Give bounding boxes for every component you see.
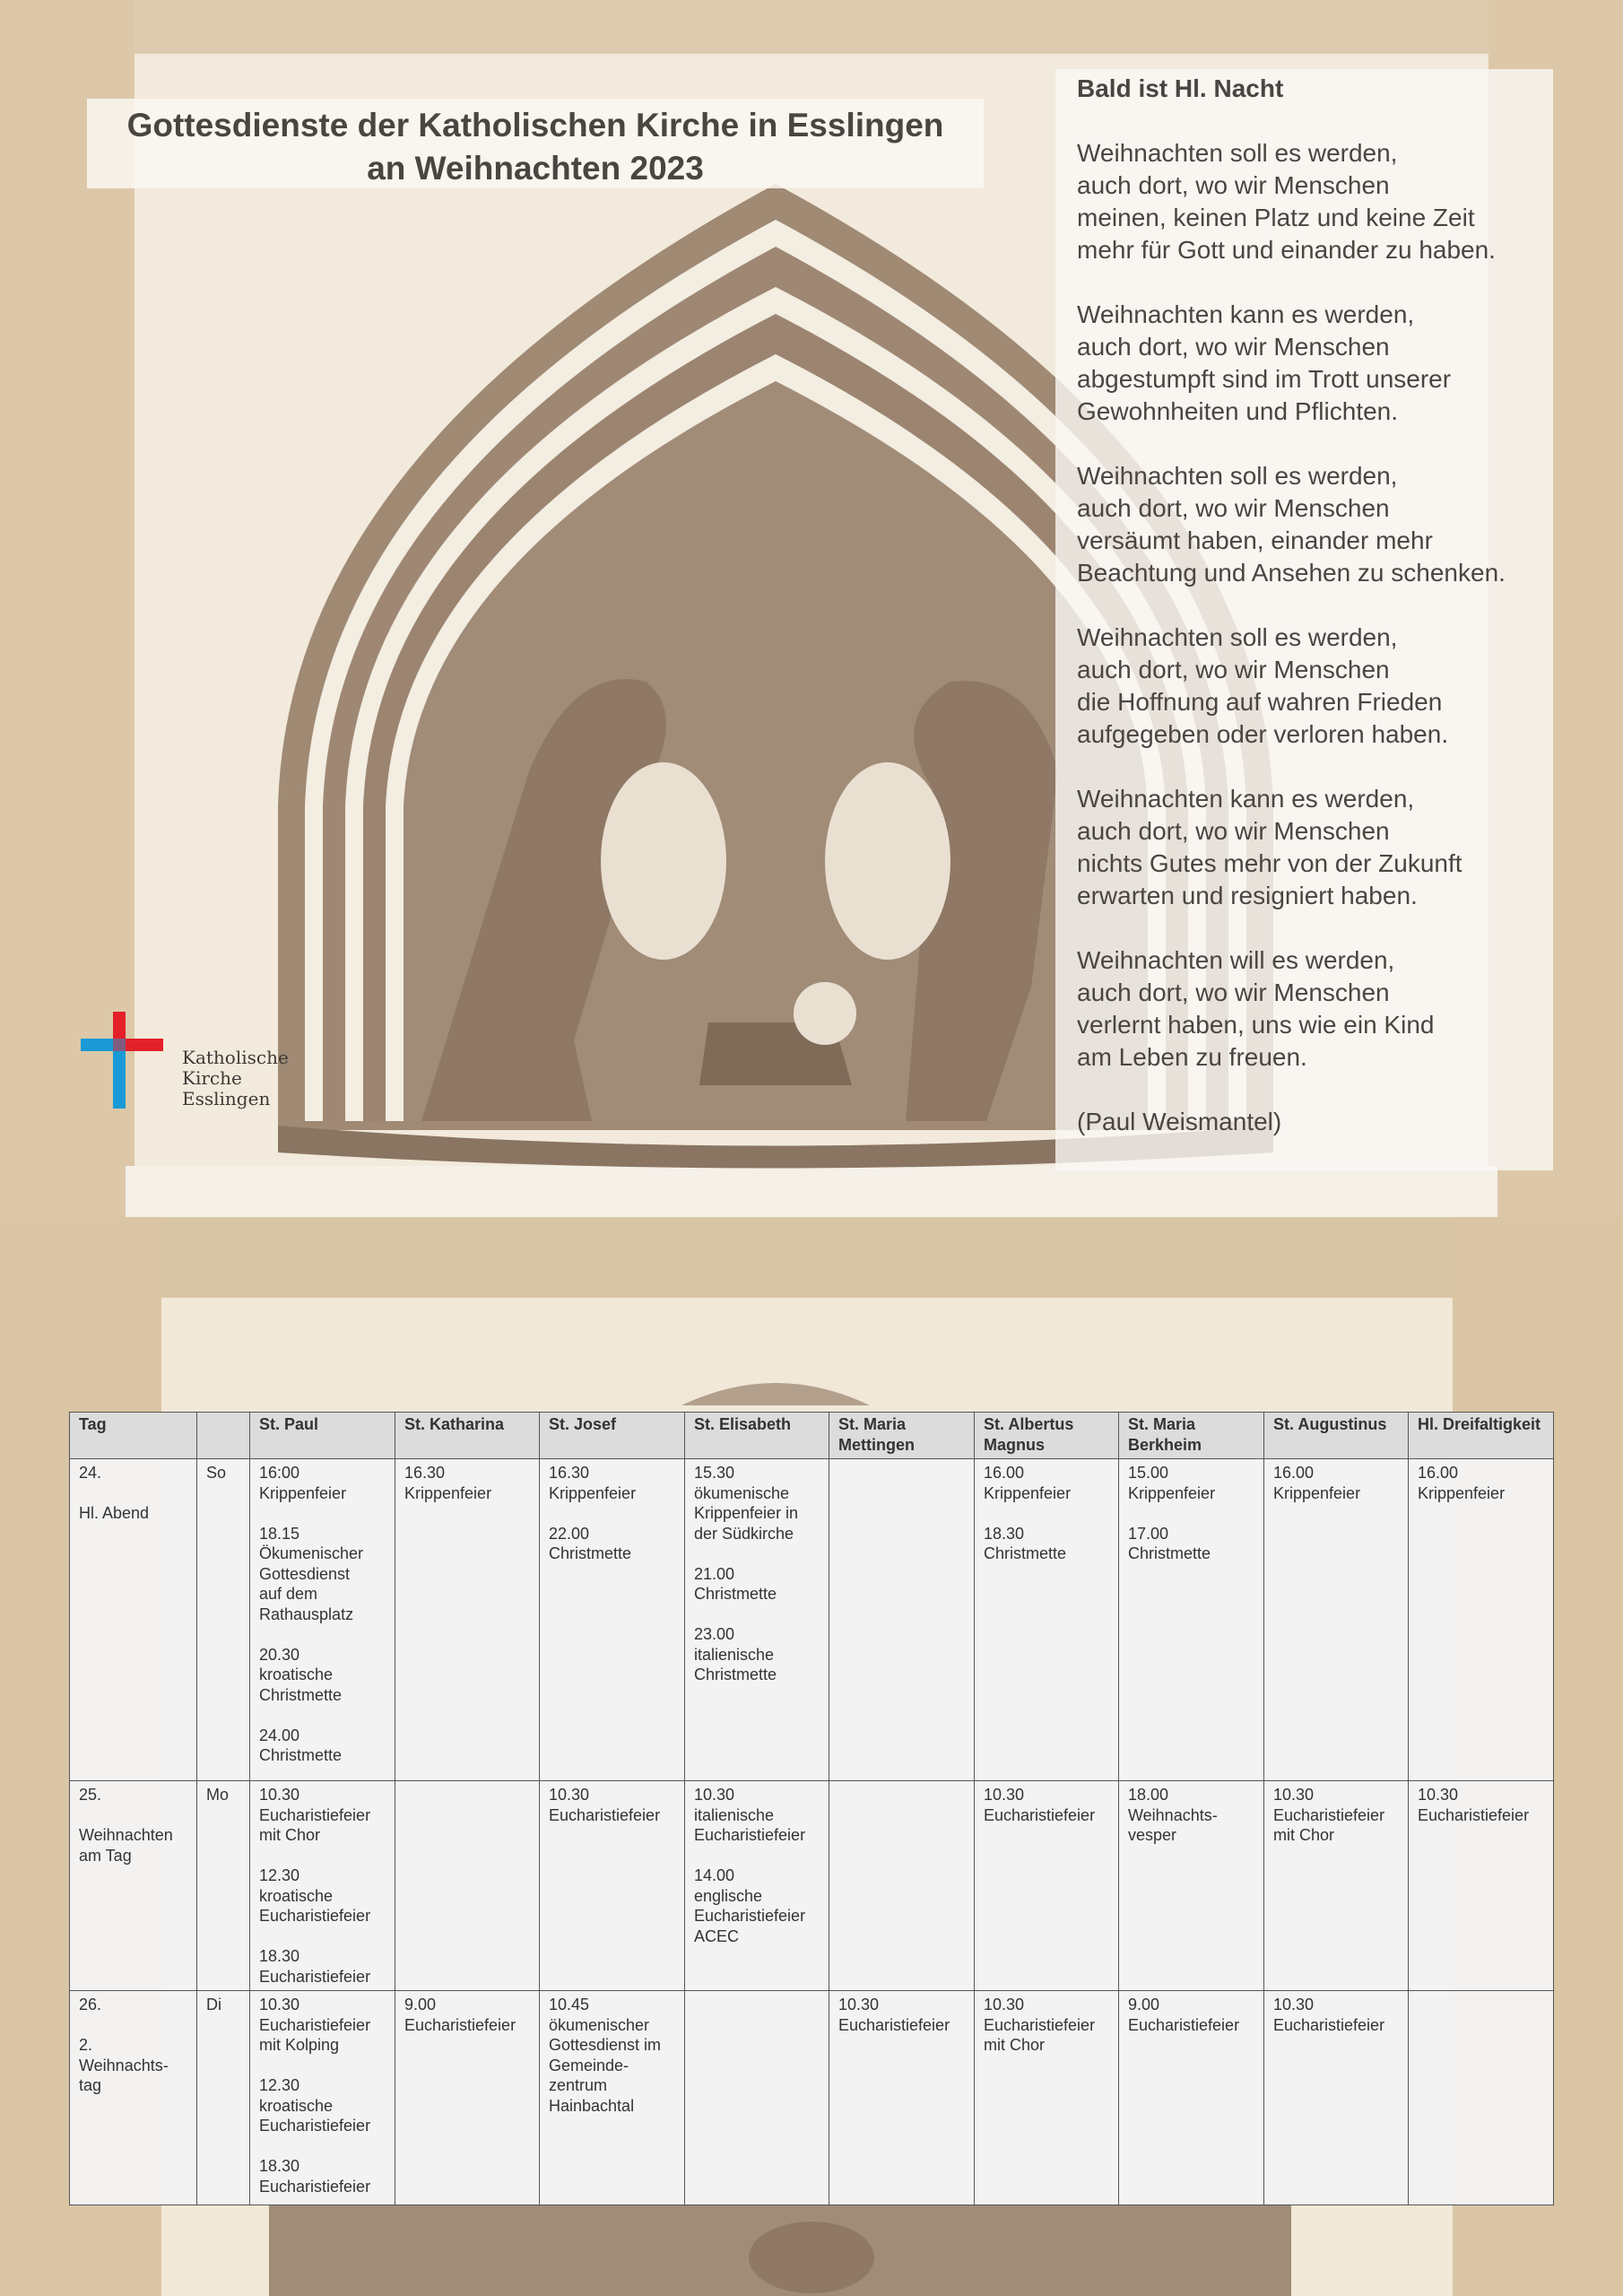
cell-spacer (259, 1846, 386, 1866)
cell-line: kroatische (259, 2096, 334, 2115)
poem-line: abgestumpft sind im Trott unserer (1077, 365, 1452, 393)
poem-box (1055, 69, 1553, 1170)
poem-author: (Paul Weismantel) (1077, 1108, 1282, 1135)
cell-spacer (259, 1624, 386, 1645)
column-header: Hl. Dreifaltigkeit (1409, 1413, 1554, 1459)
cell-line: Gottesdienst (259, 1564, 351, 1583)
cell-line: 17.00 (1128, 1524, 1169, 1543)
cell-line: 14.00 (694, 1866, 735, 1884)
service-cell (1264, 1781, 1409, 1991)
cell-line: zentrum (549, 2076, 608, 2094)
cell-line: Eucharistiefeier (838, 2015, 950, 2034)
cell-line: 10.30 (838, 1996, 880, 2013)
page-title-line1: Gottesdienste der Katholischen Kirche in Esslingen (126, 107, 944, 144)
poem-line: auch dort, wo wir Menschen (1077, 494, 1390, 522)
service-cell (1119, 1781, 1264, 1991)
service-cell (685, 1459, 829, 1781)
cell-line: 18.00 (1128, 1786, 1169, 1804)
poem-line: Weihnachten kann es werden, (1077, 300, 1415, 328)
cross-logo-icon (81, 1012, 170, 1115)
cell-line: 10.30 (1273, 1786, 1315, 1804)
cell-line: 10.30 (549, 1786, 590, 1804)
cell-line: kroatische (259, 1886, 334, 1905)
cell-line: Krippenfeier (1128, 1483, 1216, 1502)
cell-line: 12.30 (259, 1866, 300, 1884)
schedule-header-row (70, 1413, 1554, 1459)
poem-line: Weihnachten soll es werden, (1077, 139, 1398, 167)
cell-line: ökumenischer (549, 2015, 650, 2034)
cell-line: Gemeinde- (549, 2056, 629, 2074)
cell-line: Weihnachts- (79, 2056, 169, 2074)
day-cell (70, 1991, 197, 2205)
cell-line: Eucharistiefeier (259, 2117, 371, 2135)
poem-line: auch dort, wo wir Menschen (1077, 656, 1390, 683)
cell-line: 16.00 (1418, 1464, 1459, 1482)
cell-line: Eucharistiefeier (259, 1907, 371, 1925)
cell-line: vesper (1128, 1826, 1177, 1844)
service-cell (250, 1459, 395, 1781)
schedule-table (69, 1412, 1554, 2205)
service-cell (395, 1991, 540, 2205)
cell-line: ökumenische (694, 1483, 790, 1502)
cell-line: 16.30 (549, 1464, 590, 1482)
table-row (70, 1781, 1554, 1991)
cell-line: 10.30 (984, 1996, 1025, 2013)
cell-line: Krippenfeier (259, 1483, 347, 1502)
cell-line: 18.30 (984, 1524, 1025, 1543)
service-cell (975, 1991, 1119, 2205)
cell-line: der Südkirche (694, 1524, 794, 1543)
poem-line: Weihnachten will es werden, (1077, 946, 1395, 974)
cell-line: Krippenfeier (549, 1483, 637, 1502)
cell-spacer (79, 1483, 187, 1504)
service-cell (1409, 1781, 1554, 1991)
cell-line: Hainbachtal (549, 2096, 635, 2115)
cell-line: 2. (79, 2036, 93, 2054)
logo-text-line1: Katholische (182, 1047, 289, 1068)
page-title-box (87, 99, 984, 188)
table-row (70, 1459, 1554, 1781)
poem-line: Weihnachten kann es werden, (1077, 785, 1415, 813)
poem-line: auch dort, wo wir Menschen (1077, 171, 1390, 199)
logo-text (182, 1048, 289, 1109)
logo (81, 1012, 296, 1115)
cell-line: 15.00 (1128, 1464, 1169, 1482)
cell-line: 20.30 (259, 1645, 300, 1664)
cell-line: Eucharistiefeier (259, 1967, 371, 1986)
column-header: St. Elisabeth (685, 1413, 829, 1459)
poem-line: auch dort, wo wir Menschen (1077, 817, 1390, 845)
cell-line: englische (694, 1886, 763, 1905)
cell-line: 9.00 (1128, 1996, 1160, 2013)
cell-spacer (259, 2056, 386, 2076)
poem-line: mehr für Gott und einander zu haben. (1077, 236, 1496, 264)
service-cell (685, 1991, 829, 2205)
cell-line: 15.30 (694, 1464, 735, 1482)
cell-line: Weihnachts- (1128, 1805, 1218, 1824)
cell-line: Eucharistiefeier (404, 2015, 516, 2034)
cell-line: Krippenfeier in (694, 1504, 799, 1522)
column-header: St. Josef (540, 1413, 685, 1459)
cell-line: 22.00 (549, 1524, 590, 1543)
cell-line: kroatische (259, 1665, 334, 1683)
cell-line: Eucharistiefeier (549, 1805, 661, 1824)
cell-spacer (259, 1926, 386, 1947)
poem-line: auch dort, wo wir Menschen (1077, 333, 1390, 361)
cell-line: Eucharistiefeier (1273, 1805, 1385, 1824)
service-cell (395, 1459, 540, 1781)
cell-line: 18.30 (259, 2157, 300, 2175)
poem-line: meinen, keinen Platz und keine Zeit (1077, 204, 1475, 231)
cell-line: Christmette (549, 1544, 632, 1562)
poem-line: Weihnachten soll es werden, (1077, 623, 1398, 651)
cell-spacer (694, 1544, 820, 1564)
cell-line: 24. (79, 1464, 102, 1482)
service-cell (685, 1781, 829, 1991)
service-cell (829, 1781, 975, 1991)
service-cell (540, 1781, 685, 1991)
service-cell (975, 1781, 1119, 1991)
poem (1055, 73, 1553, 1138)
service-cell (1119, 1991, 1264, 2205)
cell-line: 10.30 (984, 1786, 1025, 1804)
cell-line: Christmette (694, 1665, 777, 1683)
cell-line: 16.00 (1273, 1464, 1315, 1482)
cell-line: Hl. Abend (79, 1504, 150, 1522)
poem-line: nichts Gutes mehr von der Zukunft (1077, 849, 1462, 877)
cell-line: 10.30 (259, 1786, 300, 1804)
column-header (197, 1413, 250, 1459)
cell-line: auf dem (259, 1585, 318, 1603)
cell-spacer (79, 2015, 187, 2036)
cell-line: tag (79, 2076, 102, 2094)
poem-line: versäumt haben, einander mehr (1077, 526, 1433, 554)
service-cell (540, 1459, 685, 1781)
column-header: St. Maria Mettingen (829, 1413, 975, 1459)
service-cell (1264, 1991, 1409, 2205)
service-cell (395, 1781, 540, 1991)
service-cell (975, 1459, 1119, 1781)
weekday-cell: Mo (197, 1781, 250, 1991)
cell-line: mit Kolping (259, 2036, 340, 2054)
logo-text-line2: Kirche (182, 1067, 242, 1089)
column-header: St. Maria Berkheim (1119, 1413, 1264, 1459)
service-cell (829, 1991, 975, 2205)
cell-line: Krippenfeier (984, 1483, 1072, 1502)
cell-line: Krippenfeier (1273, 1483, 1361, 1502)
cell-line: Eucharistiefeier (694, 1826, 806, 1844)
cell-line: Eucharistiefeier (984, 1805, 1096, 1824)
cell-line: 26. (79, 1996, 102, 2013)
cell-line: Eucharistiefeier (259, 2177, 371, 2196)
column-header: St. Albertus Magnus (975, 1413, 1119, 1459)
cell-line: ACEC (694, 1926, 740, 1945)
cell-line: Rathausplatz (259, 1605, 354, 1623)
cell-line: Eucharistiefeier (1418, 1805, 1530, 1824)
service-cell (540, 1991, 685, 2205)
poem-line: aufgegeben oder verloren haben. (1077, 720, 1449, 748)
cell-line: 16.00 (984, 1464, 1025, 1482)
cell-line: 10.30 (1273, 1996, 1315, 2013)
poem-stanza (1077, 137, 1553, 266)
service-cell (250, 1991, 395, 2205)
poem-line: erwarten und resigniert haben. (1077, 882, 1418, 909)
column-header: St. Paul (250, 1413, 395, 1459)
poem-line: Beachtung und Ansehen zu schenken. (1077, 559, 1506, 587)
poem-line: die Hoffnung auf wahren Frieden (1077, 688, 1443, 716)
poem-stanza (1077, 299, 1553, 428)
cell-line: Christmette (259, 1685, 343, 1704)
poem-stanza (1077, 460, 1553, 589)
poem-line: auch dort, wo wir Menschen (1077, 978, 1390, 1006)
cell-line: 23.00 (694, 1625, 735, 1643)
logo-text-line3: Esslingen (182, 1088, 271, 1109)
cell-spacer (694, 1605, 820, 1625)
cell-line: Eucharistiefeier (259, 2015, 371, 2034)
cell-spacer (259, 2136, 386, 2157)
cell-line: mit Chor (984, 2036, 1046, 2054)
cell-line: 18.30 (259, 1947, 300, 1965)
column-header: St. Augustinus (1264, 1413, 1409, 1459)
cell-line: Christmette (1128, 1544, 1211, 1562)
day-cell (70, 1781, 197, 1991)
poem-stanza (1077, 944, 1553, 1074)
cell-line: Weihnachten (79, 1826, 173, 1844)
cell-line: Eucharistiefeier (984, 2015, 1096, 2034)
service-cell (1119, 1459, 1264, 1781)
cell-line: Christmette (259, 1746, 343, 1764)
cell-line: 12.30 (259, 2076, 300, 2094)
cell-line: mit Chor (1273, 1826, 1335, 1844)
poem-line: Gewohnheiten und Pflichten. (1077, 397, 1399, 425)
service-cell (250, 1781, 395, 1991)
cell-spacer (1128, 1503, 1254, 1524)
cell-line: 16:00 (259, 1464, 300, 1482)
cell-line: 24.00 (259, 1726, 300, 1744)
cell-line: 10.30 (259, 1996, 300, 2013)
cell-spacer (694, 1846, 820, 1866)
cell-line: am Tag (79, 1846, 132, 1865)
poem-line: Weihnachten soll es werden, (1077, 462, 1398, 490)
cell-spacer (259, 1503, 386, 1524)
cell-spacer (79, 1805, 187, 1826)
cell-line: 18.15 (259, 1524, 300, 1543)
cell-line: Ökumenischer (259, 1544, 364, 1562)
service-cell (1409, 1459, 1554, 1781)
weekday-cell: Di (197, 1991, 250, 2205)
poem-title: Bald ist Hl. Nacht (1077, 74, 1284, 102)
cell-line: Christmette (694, 1585, 777, 1603)
cell-line: Krippenfeier (404, 1483, 492, 1502)
column-header: St. Katharina (395, 1413, 540, 1459)
cell-line: Krippenfeier (1418, 1483, 1506, 1502)
cell-line: 25. (79, 1786, 102, 1804)
cell-line: italienische (694, 1805, 775, 1824)
cell-line: 10.30 (1418, 1786, 1459, 1804)
cell-line: 16.30 (404, 1464, 446, 1482)
cell-line: italienische (694, 1645, 775, 1664)
cell-line: 10.45 (549, 1996, 590, 2013)
cell-line: Gottesdienst im (549, 2036, 662, 2054)
weekday-cell: So (197, 1459, 250, 1781)
poem-line: verlernt haben, uns wie ein Kind (1077, 1011, 1435, 1039)
cell-spacer (984, 1503, 1109, 1524)
column-header: Tag (70, 1413, 197, 1459)
poem-stanza (1077, 783, 1553, 912)
cell-line: 21.00 (694, 1564, 735, 1583)
cell-line: 9.00 (404, 1996, 437, 2013)
cell-line: Christmette (984, 1544, 1067, 1562)
page-title-line2: an Weihnachten 2023 (367, 150, 704, 187)
cell-spacer (259, 1705, 386, 1726)
cell-line: 10.30 (694, 1786, 735, 1804)
schedule-body (70, 1459, 1554, 2205)
cell-line: Eucharistiefeier (259, 1805, 371, 1824)
cell-line: Eucharistiefeier (694, 1907, 806, 1925)
poem-line: am Leben zu freuen. (1077, 1043, 1307, 1071)
cell-line: Eucharistiefeier (1273, 2015, 1385, 2034)
poem-stanza (1077, 622, 1553, 751)
table-row (70, 1991, 1554, 2205)
cell-line: mit Chor (259, 1826, 321, 1844)
cell-line: Eucharistiefeier (1128, 2015, 1240, 2034)
service-cell (1409, 1991, 1554, 2205)
cell-spacer (549, 1503, 675, 1524)
service-cell (829, 1459, 975, 1781)
service-cell (1264, 1459, 1409, 1781)
day-cell (70, 1459, 197, 1781)
